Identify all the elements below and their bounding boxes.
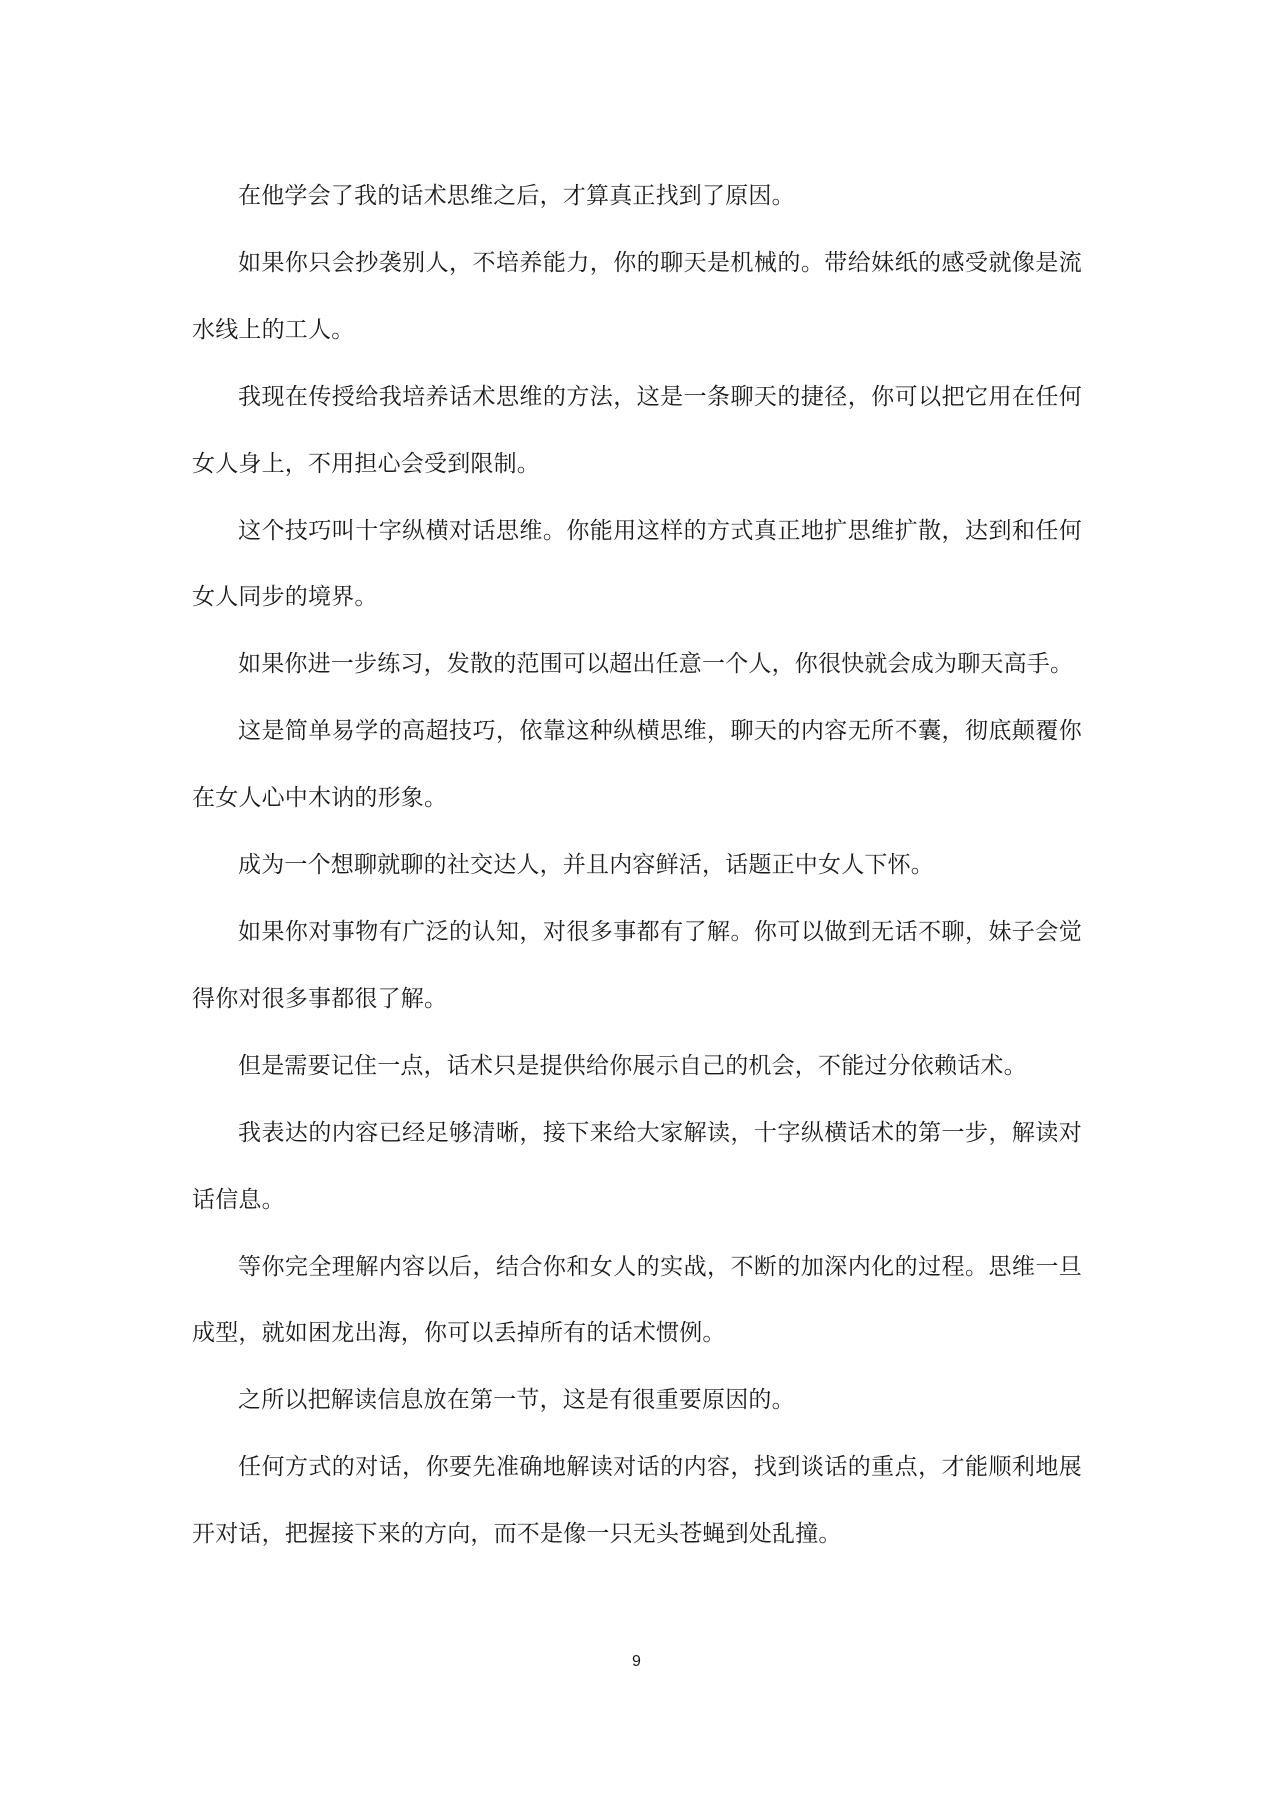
paragraph: 这是简单易学的高超技巧，依靠这种纵横思维，聊天的内容无所不囊，彻底颠覆你在女人心中木讷的形象。 [192,718,1082,812]
paragraph: 在他学会了我的话术思维之后，才算真正找到了原因。 [238,183,795,209]
paragraph: 之所以把解读信息放在第一节，这是有很重要原因的。 [238,1387,795,1414]
paragraph: 等你完全理解内容以后，结合你和女人的实战，不断的加深内化的过程。思维一旦成型，就如困龙出海，你可以丢掉所有的话术惯例。 [192,1253,1082,1347]
paragraph: 我现在传授给我培养话术思维的方法，这是一条聊天的捷径，你可以把它用在任何女人身上，不用担心会受到限制。 [192,383,1082,477]
page-number: 9 [632,1653,641,1670]
paragraph: 这个技巧叫十字纵横对话思维。你能用这样的方式真正地扩思维扩散，达到和任何女人同步的境界。 [192,517,1082,611]
paragraph: 如果你对事物有广泛的认知，对很多事都有了解。你可以做到无话不聊，妹子会觉得你对很多事都很了解。 [192,918,1082,1012]
paragraph: 任何方式的对话，你要先准确地解读对话的内容，找到谈话的重点，才能顺利地展开对话，把握接下来的方向，而不是像一只无头苍蝇到处乱撞。 [192,1454,1082,1548]
paragraph: 我表达的内容已经足够清晰，接下来给大家解读，十字纵横话术的第一步，解读对话信息。 [192,1119,1082,1213]
paragraph: 但是需要记住一点，话术只是提供给你展示自己的机会，不能过分依赖话术。 [238,1052,1027,1079]
paragraph: 成为一个想聊就聊的社交达人，并且内容鲜活，话题正中女人下怀。 [238,852,934,879]
paragraph: 如果你只会抄袭别人，不培养能力，你的聊天是机械的。带给妹纸的感受就像是流水线上的工人。 [192,249,1082,343]
body-text [192,163,1082,1568]
paragraph: 如果你进一步练习，发散的范围可以超出任意一个人，你很快就会成为聊天高手。 [238,651,1074,678]
